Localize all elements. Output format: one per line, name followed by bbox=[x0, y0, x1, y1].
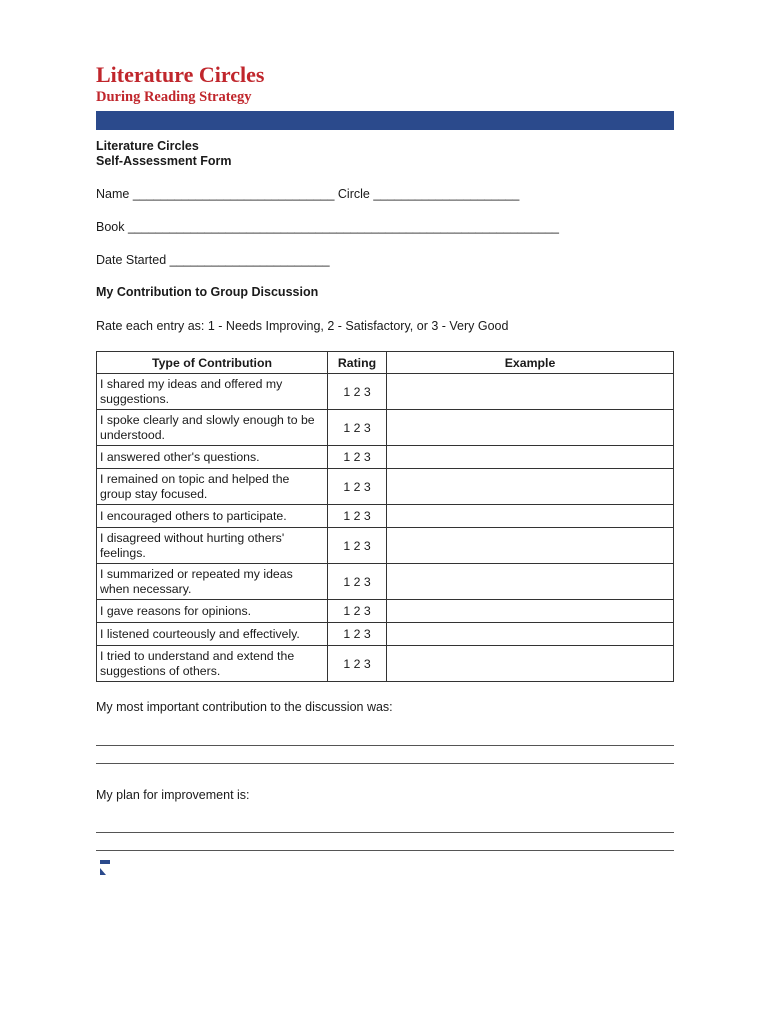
header-band bbox=[96, 111, 674, 130]
rating-cell[interactable]: 1 2 3 bbox=[328, 374, 387, 410]
answer-line[interactable] bbox=[96, 850, 674, 851]
contribution-cell: I answered other's questions. bbox=[97, 446, 328, 469]
rating-cell[interactable]: 1 2 3 bbox=[328, 469, 387, 505]
example-cell[interactable] bbox=[387, 646, 674, 682]
footer-logo-mark bbox=[100, 860, 110, 864]
table-row bbox=[97, 410, 674, 446]
contribution-table bbox=[96, 351, 674, 682]
example-cell[interactable] bbox=[387, 564, 674, 600]
section-title: My Contribution to Group Discussion bbox=[96, 285, 319, 299]
example-cell[interactable] bbox=[387, 469, 674, 505]
name-circle-field[interactable]: Name _____________________________ Circle _____________________ bbox=[96, 187, 520, 201]
answer-line[interactable] bbox=[96, 763, 674, 764]
answer-line[interactable] bbox=[96, 745, 674, 746]
contribution-cell: I gave reasons for opinions. bbox=[97, 600, 328, 623]
contribution-cell: I spoke clearly and slowly enough to be understood. bbox=[97, 410, 328, 446]
form-heading bbox=[96, 139, 231, 169]
contribution-cell: I encouraged others to participate. bbox=[97, 505, 328, 528]
contribution-cell: I tried to understand and extend the suggestions of others. bbox=[97, 646, 328, 682]
header-example: Example bbox=[387, 352, 674, 374]
table-row bbox=[97, 469, 674, 505]
rating-cell[interactable]: 1 2 3 bbox=[328, 564, 387, 600]
improvement-plan-prompt: My plan for improvement is: bbox=[96, 788, 250, 802]
contribution-cell: I summarized or repeated my ideas when necessary. bbox=[97, 564, 328, 600]
rating-cell[interactable]: 1 2 3 bbox=[328, 600, 387, 623]
header-type-of-contribution: Type of Contribution bbox=[97, 352, 328, 374]
table-row bbox=[97, 623, 674, 646]
example-cell[interactable] bbox=[387, 505, 674, 528]
rating-cell[interactable]: 1 2 3 bbox=[328, 646, 387, 682]
contribution-cell: I listened courteously and effectively. bbox=[97, 623, 328, 646]
rating-cell[interactable]: 1 2 3 bbox=[328, 505, 387, 528]
example-cell[interactable] bbox=[387, 623, 674, 646]
header-rating: Rating bbox=[328, 352, 387, 374]
contribution-cell: I disagreed without hurting others' feelings. bbox=[97, 528, 328, 564]
table-row bbox=[97, 646, 674, 682]
example-cell[interactable] bbox=[387, 600, 674, 623]
form-heading-line1: Literature Circles bbox=[96, 139, 199, 153]
rating-cell[interactable]: 1 2 3 bbox=[328, 410, 387, 446]
table-row bbox=[97, 374, 674, 410]
form-heading-line2: Self-Assessment Form bbox=[96, 154, 232, 168]
example-cell[interactable] bbox=[387, 374, 674, 410]
table-row bbox=[97, 446, 674, 469]
page-title: Literature Circles bbox=[96, 62, 265, 87]
table-row bbox=[97, 564, 674, 600]
book-field[interactable]: Book ______________________________________________________________ bbox=[96, 220, 559, 234]
page-subtitle: During Reading Strategy bbox=[96, 89, 252, 105]
table-row bbox=[97, 528, 674, 564]
example-cell[interactable] bbox=[387, 410, 674, 446]
date-started-field[interactable]: Date Started _______________________ bbox=[96, 253, 330, 267]
answer-line[interactable] bbox=[96, 832, 674, 833]
table-row bbox=[97, 600, 674, 623]
table-header-row bbox=[97, 352, 674, 374]
rating-cell[interactable]: 1 2 3 bbox=[328, 446, 387, 469]
rating-cell[interactable]: 1 2 3 bbox=[328, 528, 387, 564]
rating-cell[interactable]: 1 2 3 bbox=[328, 623, 387, 646]
contribution-cell: I shared my ideas and offered my suggestions. bbox=[97, 374, 328, 410]
rating-instructions: Rate each entry as: 1 - Needs Improving, 2 - Satisfactory, or 3 - Very Good bbox=[96, 319, 509, 333]
example-cell[interactable] bbox=[387, 528, 674, 564]
important-contribution-prompt: My most important contribution to the discussion was: bbox=[96, 700, 393, 714]
table-row bbox=[97, 505, 674, 528]
footer-logo-mark-corner bbox=[100, 868, 106, 875]
example-cell[interactable] bbox=[387, 446, 674, 469]
contribution-cell: I remained on topic and helped the group stay focused. bbox=[97, 469, 328, 505]
